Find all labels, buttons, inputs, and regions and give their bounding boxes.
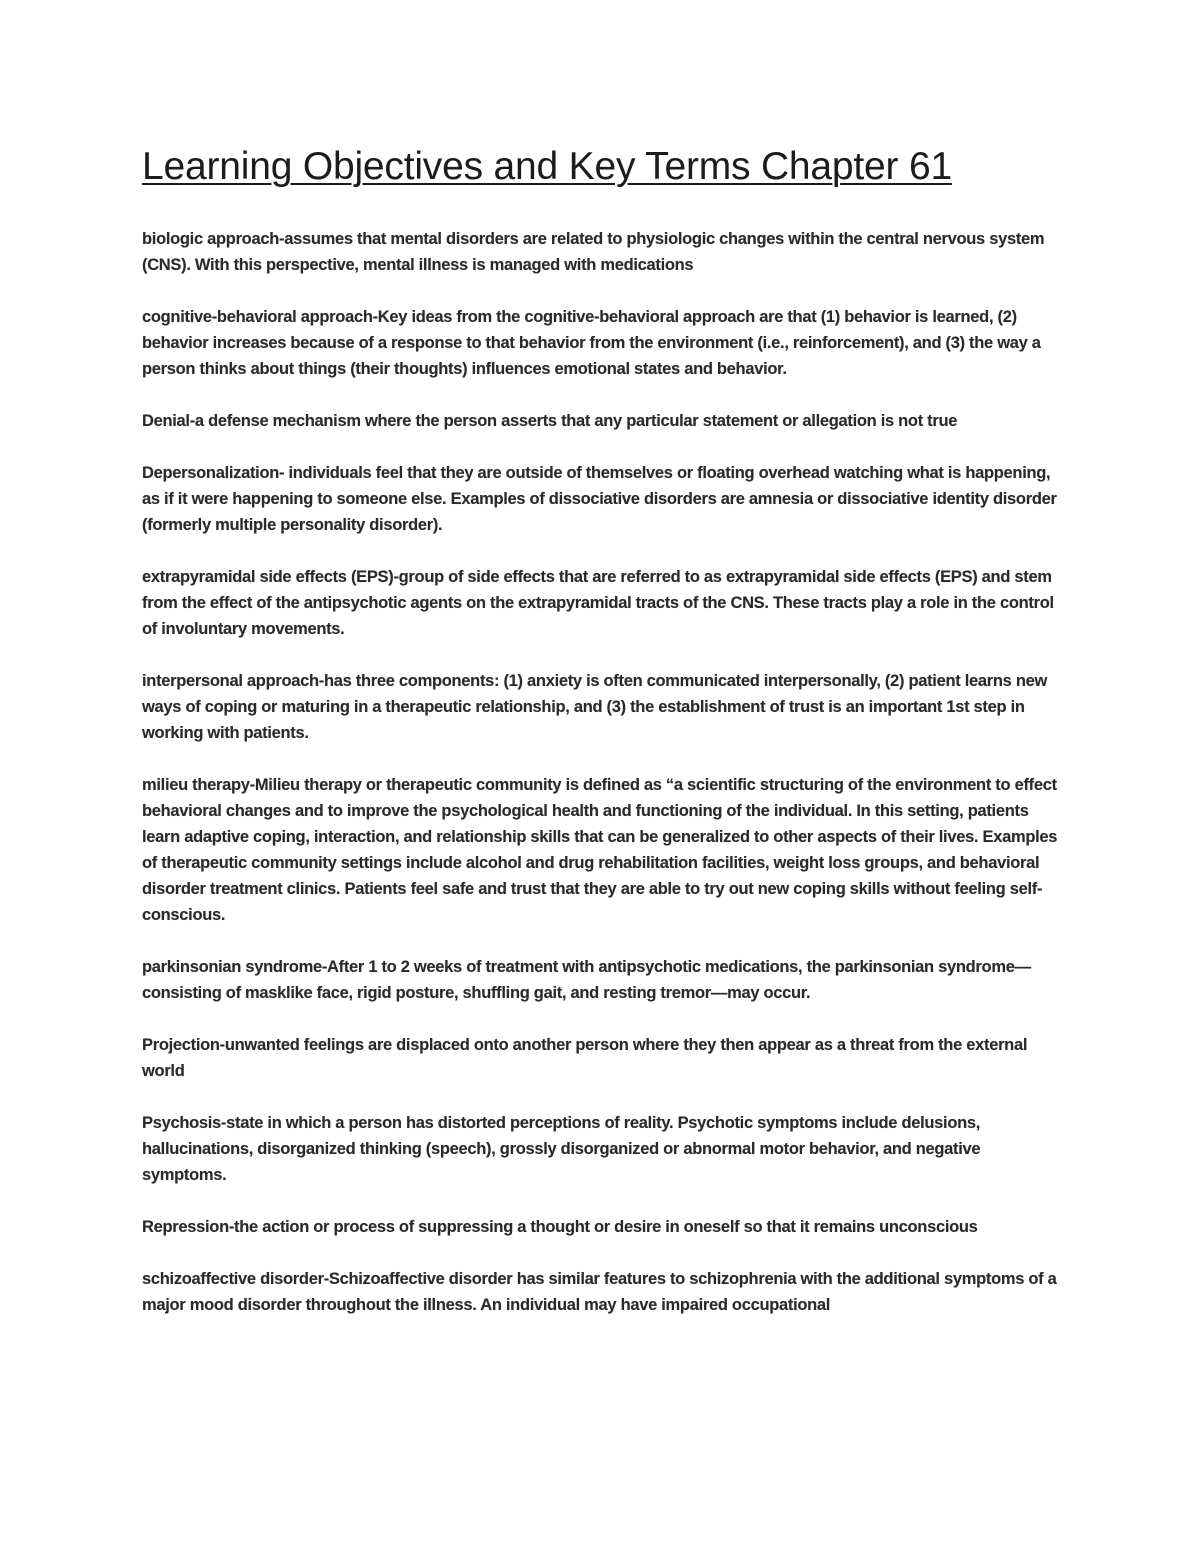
term-entry-extrapyramidal-side-effects: extrapyramidal side effects (EPS)-group of side effects that are referred to as extrapyramidal side effects (EPS) and stem from the effect of the antipsychotic agents on the extrapyramidal tracts of the CNS. These tracts play a role in the control of involuntary movements. — [142, 568, 1054, 638]
term-entry-psychosis: Psychosis-state in which a person has distorted perceptions of reality. Psychotic symptoms include delusions, hallucinations, disorganized thinking (speech), grossly disorganized or abnormal motor behavior, and negative symptoms. — [142, 1114, 981, 1184]
page-title: Learning Objectives and Key Terms Chapter 61 — [142, 145, 952, 188]
document-body — [142, 140, 1067, 1318]
term-entry-depersonalization: Depersonalization- individuals feel that they are outside of themselves or floating overhead watching what is happening, as if it were happening to someone else. Examples of dissociative disorders are amnesia or dissociative identity disorder (formerly multiple personality disorder). — [142, 464, 1057, 534]
term-entry-schizoaffective-disorder: schizoaffective disorder-Schizoaffective disorder has similar features to schizophrenia with the additional symptoms of a major mood disorder throughout the illness. An individual may have impaired occupational — [142, 1270, 1057, 1314]
term-entry-interpersonal-approach: interpersonal approach-has three components: (1) anxiety is often communicated interpersonally, (2) patient learns new ways of coping or maturing in a therapeutic relationship, and (3) the establishment of trust is an important 1st step in working with patients. — [142, 672, 1048, 742]
term-entry-milieu-therapy: milieu therapy-Milieu therapy or therapeutic community is defined as “a scientific structuring of the environment to effect behavioral changes and to improve the psychological health and functioning of the individual. In this setting, patients learn adaptive coping, interaction, and relationship skills that can be generalized to other aspects of their lives. Examples of therapeutic community settings include alcohol and drug rehabilitation facilities, weight loss groups, and behavioral disorder treatment clinics. Patients feel safe and trust that they are able to try out new coping skills without feeling self-conscious. — [142, 776, 1058, 924]
term-entry-repression: Repression-the action or process of suppressing a thought or desire in oneself so that it remains unconscious — [142, 1218, 978, 1236]
term-entry-biologic-approach: biologic approach-assumes that mental disorders are related to physiologic changes within the central nervous system (CNS). With this perspective, mental illness is managed with medications — [142, 230, 1045, 274]
term-entry-parkinsonian-syndrome: parkinsonian syndrome-After 1 to 2 weeks of treatment with antipsychotic medications, the parkinsonian syndrome—consisting of masklike face, rigid posture, shuffling gait, and resting tremor—may occur. — [142, 958, 1031, 1002]
term-entry-cognitive-behavioral-approach: cognitive-behavioral approach-Key ideas from the cognitive-behavioral approach are that (1) behavior is learned, (2) behavior increases because of a response to that behavior from the environment (i.e., reinforcement), and (3) the way a person thinks about things (their thoughts) influences emotional states and behavior. — [142, 308, 1041, 378]
term-entry-projection: Projection-unwanted feelings are displaced onto another person where they then appear as a threat from the external world — [142, 1036, 1028, 1080]
term-entry-denial: Denial-a defense mechanism where the person asserts that any particular statement or allegation is not true — [142, 412, 958, 430]
